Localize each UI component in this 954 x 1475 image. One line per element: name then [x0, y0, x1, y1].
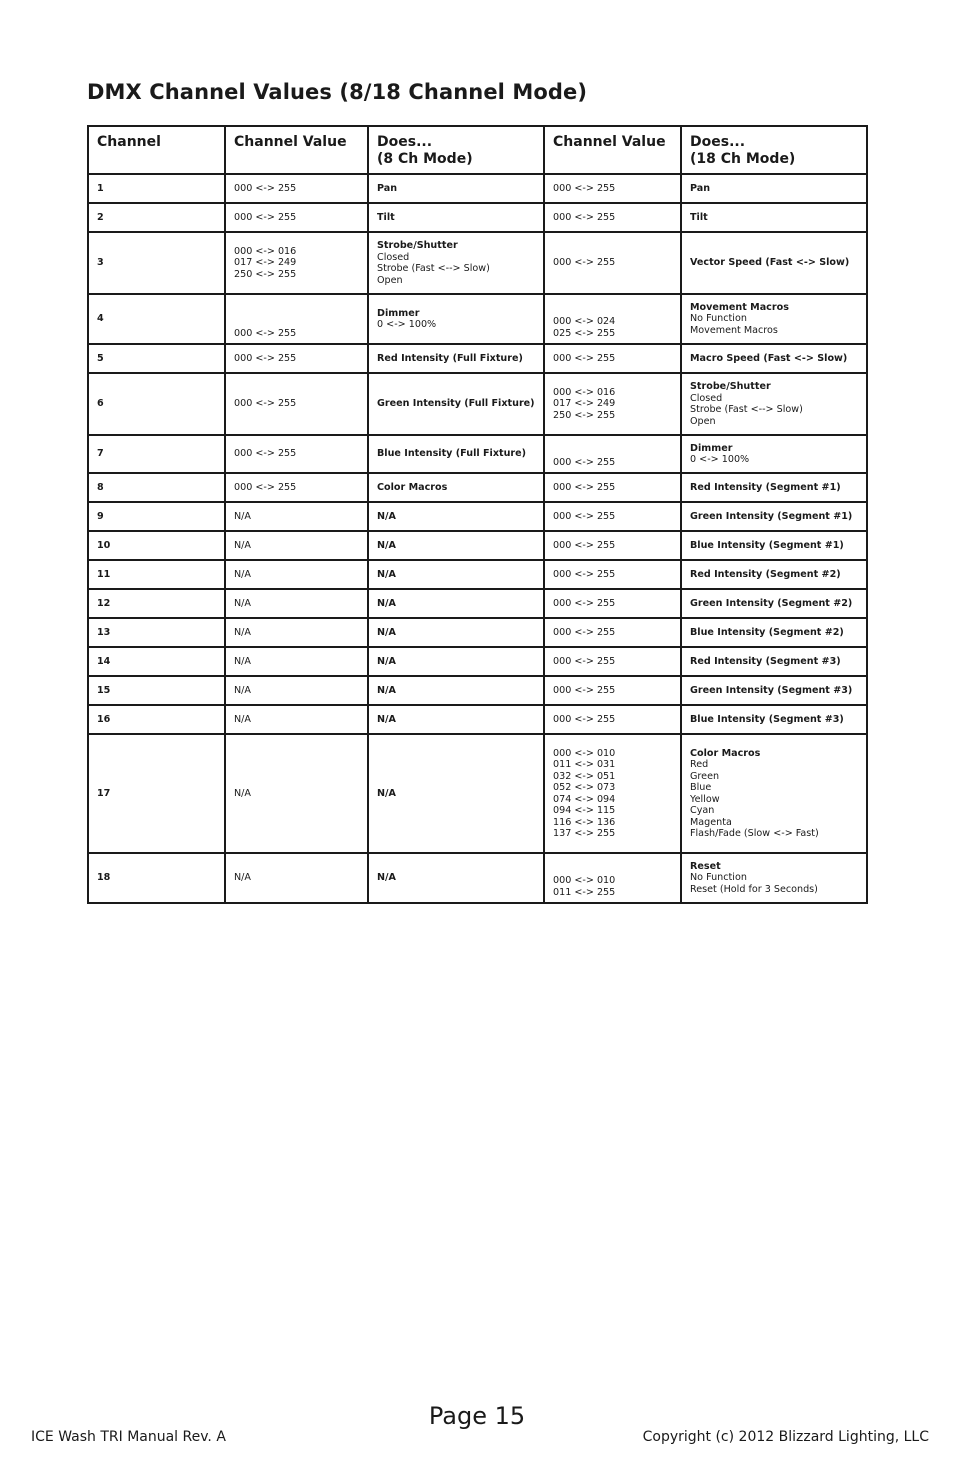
cell-does-8ch [368, 705, 544, 734]
cell-value-8ch [225, 203, 368, 232]
function-title: N/A [377, 713, 396, 725]
cell-does-18ch [681, 502, 867, 531]
value-range: 000 <-> 255 [234, 398, 297, 410]
function-title: Green Intensity (Segment #1) [690, 510, 853, 522]
function-detail: Strobe (Fast <--> Slow) [377, 263, 490, 274]
cell-does-8ch [368, 174, 544, 203]
cell-value-8ch [225, 589, 368, 618]
value-range: 011 <-> 031 [553, 759, 616, 770]
value-range: 000 <-> 255 [234, 211, 297, 223]
header-channel: Channel [88, 126, 225, 174]
cell-channel [88, 435, 225, 473]
cell-does-18ch [681, 373, 867, 435]
value-range: 011 <-> 255 [553, 886, 616, 898]
cell-value-8ch [225, 560, 368, 589]
cell-does-8ch [368, 232, 544, 294]
cell-channel [88, 734, 225, 853]
function-detail: Strobe (Fast <--> Slow) [690, 404, 803, 415]
channel-number: 18 [97, 872, 111, 884]
function-detail: Closed [690, 392, 723, 404]
cell-value-18ch [544, 560, 681, 589]
table-body [88, 174, 867, 903]
table-header-row [88, 126, 867, 174]
cell-does-18ch [681, 647, 867, 676]
cell-does-18ch [681, 589, 867, 618]
function-title: N/A [377, 684, 396, 696]
cell-value-8ch [225, 435, 368, 473]
cell-channel [88, 473, 225, 502]
cell-value-18ch [544, 589, 681, 618]
function-detail: 0 <-> 100% [690, 454, 750, 465]
header-does-8ch [368, 126, 544, 174]
cell-does-18ch [681, 618, 867, 647]
cell-value-18ch [544, 232, 681, 294]
value-range: 000 <-> 010 [553, 875, 616, 886]
value-range: N/A [234, 872, 251, 884]
channel-number: 9 [97, 510, 104, 522]
value-range: 017 <-> 249 [553, 398, 616, 410]
cell-does-8ch [368, 435, 544, 473]
value-range: 000 <-> 255 [234, 448, 297, 460]
cell-channel [88, 589, 225, 618]
cell-value-8ch [225, 853, 368, 903]
cell-does-18ch [681, 435, 867, 473]
function-title: N/A [377, 568, 396, 580]
function-title: Green Intensity (Segment #2) [690, 597, 853, 609]
value-range: 017 <-> 249 [234, 257, 297, 269]
cell-channel [88, 373, 225, 435]
function-title: Blue Intensity (Segment #1) [690, 539, 844, 551]
table-row [88, 618, 867, 647]
value-range: 137 <-> 255 [553, 828, 616, 839]
function-title: Tilt [377, 211, 395, 223]
function-title: Dimmer [690, 442, 733, 454]
channel-number: 7 [97, 448, 104, 460]
function-detail: No Function [690, 872, 747, 884]
cell-value-8ch [225, 232, 368, 294]
function-title: Pan [377, 182, 398, 194]
value-range: 000 <-> 016 [553, 386, 616, 398]
dmx-channel-table [87, 125, 868, 904]
cell-value-18ch [544, 853, 681, 903]
table-row [88, 705, 867, 734]
cell-value-18ch [544, 618, 681, 647]
cell-does-18ch [681, 853, 867, 903]
cell-channel [88, 853, 225, 903]
cell-does-18ch [681, 174, 867, 203]
function-title: Red Intensity (Segment #2) [690, 568, 841, 580]
cell-does-8ch [368, 560, 544, 589]
cell-does-8ch [368, 734, 544, 853]
cell-value-8ch [225, 531, 368, 560]
table-row [88, 734, 867, 853]
cell-does-18ch [681, 705, 867, 734]
function-title: Blue Intensity (Full Fixture) [377, 448, 527, 460]
function-detail: Closed [377, 251, 410, 263]
channel-number: 12 [97, 597, 111, 609]
cell-does-18ch [681, 560, 867, 589]
function-detail: No Function [690, 313, 747, 325]
cell-value-18ch [544, 373, 681, 435]
table-row [88, 647, 867, 676]
value-range: 000 <-> 255 [553, 481, 616, 493]
function-title: Reset [690, 860, 721, 872]
table-row [88, 531, 867, 560]
footer-manual-name: ICE Wash TRI Manual Rev. A [31, 1429, 226, 1445]
cell-channel [88, 344, 225, 373]
value-range: 000 <-> 255 [553, 510, 616, 522]
function-title: Blue Intensity (Segment #2) [690, 626, 844, 638]
table-row [88, 174, 867, 203]
table-row [88, 676, 867, 705]
function-title: N/A [377, 655, 396, 667]
value-range: N/A [234, 539, 251, 551]
cell-does-8ch [368, 373, 544, 435]
cell-does-18ch [681, 734, 867, 853]
value-range: 000 <-> 255 [553, 456, 616, 468]
cell-value-8ch [225, 502, 368, 531]
channel-number: 6 [97, 398, 104, 410]
table-row [88, 373, 867, 435]
function-title: N/A [377, 626, 396, 638]
cell-value-18ch [544, 174, 681, 203]
page-title: DMX Channel Values (8/18 Channel Mode) [87, 80, 588, 104]
function-detail: Blue [690, 782, 712, 793]
header-channel-value-8ch: Channel Value [225, 126, 368, 174]
cell-value-8ch [225, 676, 368, 705]
cell-does-8ch [368, 203, 544, 232]
function-title: N/A [377, 510, 396, 522]
function-title: Red Intensity (Segment #1) [690, 481, 841, 493]
table-row [88, 203, 867, 232]
function-detail: Movement Macros [690, 324, 778, 336]
function-title: Red Intensity (Segment #3) [690, 655, 841, 667]
function-title: Pan [690, 182, 711, 194]
channel-number: 15 [97, 684, 111, 696]
value-range: 000 <-> 255 [553, 568, 616, 580]
value-range: 250 <-> 255 [553, 409, 616, 421]
cell-value-8ch [225, 618, 368, 647]
value-range: 000 <-> 255 [553, 352, 616, 364]
function-detail: Magenta [690, 816, 732, 828]
value-range: N/A [234, 568, 251, 580]
function-title: Tilt [690, 211, 708, 223]
channel-number: 10 [97, 539, 111, 551]
channel-number: 1 [97, 182, 104, 194]
cell-does-18ch [681, 531, 867, 560]
function-title: Strobe/Shutter [377, 240, 458, 251]
channel-number: 5 [97, 352, 104, 364]
value-range: 000 <-> 255 [553, 626, 616, 638]
function-title: N/A [377, 539, 396, 551]
value-range: 000 <-> 255 [553, 713, 616, 725]
cell-does-8ch [368, 589, 544, 618]
value-range: 000 <-> 255 [553, 539, 616, 551]
cell-does-18ch [681, 294, 867, 344]
table-row [88, 589, 867, 618]
table-row [88, 502, 867, 531]
channel-number: 3 [97, 257, 104, 269]
cell-does-8ch [368, 294, 544, 344]
function-title: Dimmer [377, 307, 420, 319]
value-range: 000 <-> 255 [234, 352, 297, 364]
header-does-8ch-line2: (8 Ch Mode) [377, 151, 473, 167]
function-detail: Open [690, 415, 716, 427]
function-title: N/A [377, 872, 396, 884]
cell-does-8ch [368, 502, 544, 531]
function-detail: Open [377, 274, 403, 286]
channel-number: 17 [97, 787, 111, 799]
cell-value-8ch [225, 373, 368, 435]
cell-value-8ch [225, 344, 368, 373]
cell-value-18ch [544, 294, 681, 344]
function-detail: Flash/Fade (Slow <-> Fast) [690, 828, 819, 839]
cell-channel [88, 174, 225, 203]
cell-channel [88, 203, 225, 232]
cell-value-18ch [544, 531, 681, 560]
value-range: N/A [234, 510, 251, 522]
function-detail: Yellow [690, 793, 720, 805]
cell-value-8ch [225, 734, 368, 853]
cell-does-8ch [368, 344, 544, 373]
channel-number: 2 [97, 211, 104, 223]
function-title: Blue Intensity (Segment #3) [690, 713, 844, 725]
function-title: Color Macros [377, 481, 448, 493]
value-range: 052 <-> 073 [553, 782, 616, 793]
function-detail: Red [690, 759, 709, 770]
header-does-8ch-line1: Does... [377, 134, 433, 150]
value-range: 116 <-> 136 [553, 816, 616, 828]
cell-does-8ch [368, 473, 544, 502]
cell-value-8ch [225, 647, 368, 676]
function-title: Green Intensity (Segment #3) [690, 684, 853, 696]
value-range: 000 <-> 255 [553, 211, 616, 223]
value-range: 000 <-> 255 [234, 481, 297, 493]
table-row [88, 853, 867, 903]
value-range: N/A [234, 713, 251, 725]
table-row [88, 232, 867, 294]
table-row [88, 435, 867, 473]
cell-channel [88, 531, 225, 560]
value-range: 094 <-> 115 [553, 805, 616, 816]
function-title: Movement Macros [690, 301, 789, 313]
channel-number: 8 [97, 481, 104, 493]
cell-value-8ch [225, 705, 368, 734]
table-row [88, 560, 867, 589]
cell-does-18ch [681, 203, 867, 232]
value-range: N/A [234, 684, 251, 696]
value-range: 000 <-> 255 [234, 182, 297, 194]
cell-value-18ch [544, 705, 681, 734]
cell-does-8ch [368, 618, 544, 647]
cell-channel [88, 502, 225, 531]
cell-does-8ch [368, 853, 544, 903]
page-number: Page 15 [428, 1402, 526, 1430]
cell-does-8ch [368, 531, 544, 560]
cell-value-18ch [544, 473, 681, 502]
value-range: 250 <-> 255 [234, 268, 297, 280]
cell-value-18ch [544, 734, 681, 853]
function-title: Red Intensity (Full Fixture) [377, 352, 523, 364]
cell-does-8ch [368, 647, 544, 676]
cell-channel [88, 705, 225, 734]
channel-number: 4 [97, 313, 104, 325]
value-range: 032 <-> 051 [553, 770, 616, 782]
channel-number: 13 [97, 626, 111, 638]
footer-copyright: Copyright (c) 2012 Blizzard Lighting, LLC [642, 1429, 929, 1445]
cell-value-18ch [544, 344, 681, 373]
value-range: 000 <-> 016 [234, 245, 297, 257]
cell-value-18ch [544, 502, 681, 531]
function-detail: Reset (Hold for 3 Seconds) [690, 883, 818, 895]
channel-number: 11 [97, 568, 111, 580]
cell-channel [88, 676, 225, 705]
function-title: N/A [377, 597, 396, 609]
table-row [88, 473, 867, 502]
value-range: 025 <-> 255 [553, 327, 616, 339]
cell-value-18ch [544, 435, 681, 473]
cell-channel [88, 618, 225, 647]
cell-channel [88, 232, 225, 294]
value-range: N/A [234, 626, 251, 638]
header-does-18ch-line2: (18 Ch Mode) [690, 151, 796, 167]
header-does-18ch-line1: Does... [690, 134, 746, 150]
function-detail: Green [690, 770, 720, 782]
function-detail: 0 <-> 100% [377, 319, 437, 330]
channel-number: 16 [97, 713, 111, 725]
value-range: N/A [234, 597, 251, 609]
function-title: Green Intensity (Full Fixture) [377, 398, 535, 410]
value-range: 000 <-> 010 [553, 747, 616, 759]
value-range: 000 <-> 255 [553, 182, 616, 194]
cell-channel [88, 647, 225, 676]
value-range: N/A [234, 655, 251, 667]
cell-does-8ch [368, 676, 544, 705]
value-range: 000 <-> 255 [234, 327, 297, 339]
cell-value-8ch [225, 294, 368, 344]
function-title: Vector Speed (Fast <-> Slow) [690, 257, 850, 269]
cell-value-8ch [225, 473, 368, 502]
channel-number: 14 [97, 655, 111, 667]
table-row [88, 294, 867, 344]
function-title: Macro Speed (Fast <-> Slow) [690, 352, 848, 364]
table-row [88, 344, 867, 373]
cell-does-18ch [681, 676, 867, 705]
value-range: 000 <-> 255 [553, 257, 616, 269]
function-detail: Cyan [690, 805, 715, 816]
value-range: 000 <-> 255 [553, 597, 616, 609]
value-range: N/A [234, 787, 251, 799]
function-title: Color Macros [690, 747, 761, 759]
cell-channel [88, 560, 225, 589]
cell-channel [88, 294, 225, 344]
cell-value-18ch [544, 203, 681, 232]
cell-value-18ch [544, 676, 681, 705]
header-does-18ch [681, 126, 867, 174]
header-channel-value-18ch: Channel Value [544, 126, 681, 174]
cell-does-18ch [681, 473, 867, 502]
function-title: Strobe/Shutter [690, 381, 771, 392]
cell-value-18ch [544, 647, 681, 676]
value-range: 000 <-> 255 [553, 684, 616, 696]
value-range: 074 <-> 094 [553, 793, 616, 805]
cell-value-8ch [225, 174, 368, 203]
value-range: 000 <-> 024 [553, 316, 616, 327]
value-range: 000 <-> 255 [553, 655, 616, 667]
function-title: N/A [377, 787, 396, 799]
cell-does-18ch [681, 232, 867, 294]
cell-does-18ch [681, 344, 867, 373]
